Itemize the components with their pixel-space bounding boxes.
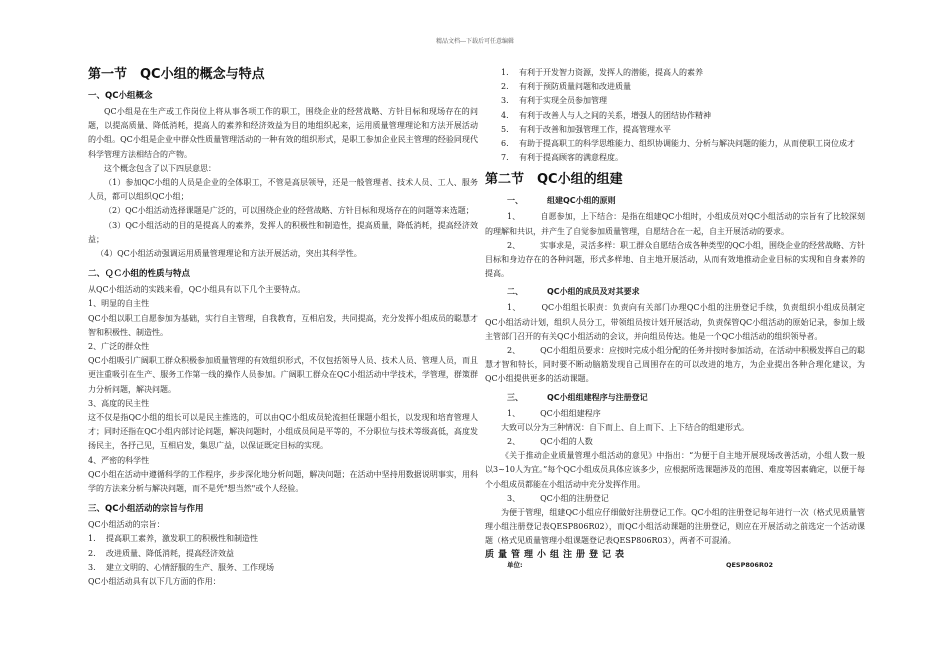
heading-number: 一、 xyxy=(507,196,523,206)
list-item xyxy=(501,137,865,151)
paragraph: 这不仅是指QC小组的组长可以是民主推选的，可以由QC小组成员轮流担任课题小组长，以发现和培育管理人才；同时还指在QC小组内部讨论问题，解决问题时，小组成员间是平等的，不分职位与技术等级高低，高度发扬民主，各抒己见，互相启发，集思广益，以保证既定目标的实现。 xyxy=(88,413,478,451)
paragraph: （2）QC小组活动选择课题是广泛的，可以围绕企业的经营战略、方针目标和现场存在的问题等来选题； xyxy=(104,206,474,216)
paragraph xyxy=(485,344,865,387)
paragraph: QC小组活动的宗旨： xyxy=(88,520,165,530)
paragraph: QC小组以职工自愿参加为基础，实行自主管理，自我教育，互相启发，共同提高，充分发挥小组成员的聪慧才智和积极性、制造性。 xyxy=(88,313,478,337)
list-text: 有利于改善人与人之间的关系，增强人的团结协作精神 xyxy=(519,110,711,120)
item-number: 1、 xyxy=(507,212,517,222)
paragraph: 从QC小组活动的实践来看，QC小组具有以下几个主要特点。 xyxy=(88,285,306,295)
list-item xyxy=(88,532,478,546)
form-code: QESP806R02 xyxy=(725,560,773,569)
heading-text: QC小组组建程序与注册登记 xyxy=(547,392,648,402)
list-item xyxy=(501,109,865,123)
list-number: 5. xyxy=(501,124,509,134)
paragraph: 大致可以分为三种情况：自下而上、自上而下、上下结合的组建形式。 xyxy=(501,422,749,432)
paragraph: （4）QC小组活动强调运用质量管理理论和方法开展活动，突出其科学性。 xyxy=(96,249,362,259)
item-number: 2、 xyxy=(507,437,517,447)
item-text: QC小组的人数 xyxy=(540,437,593,447)
subsection-heading: 三、QC小组活动的宗旨与作用 xyxy=(88,504,204,515)
list-item xyxy=(501,123,865,137)
list-number: 4. xyxy=(501,110,509,120)
paragraph: 《关于推动企业质量管理小组活动的意见》中指出：“为便于自主地开展现场改善活动，小组人数一般以3~10人为宜。”每个QC小组成员具体应该多少，应根据所选课题涉及的范围、难度等因素确定，以便于每个小组成员都能在小组活动中充分发挥作用。 xyxy=(485,451,865,489)
unit-label: 单位: xyxy=(507,560,523,569)
heading-number: 二、 xyxy=(507,287,523,297)
paragraph xyxy=(485,407,865,421)
list-text: 有利于开发智力资源，发挥人的潜能，提高人的素养 xyxy=(519,68,703,77)
list-text: 有利于提高顾客的满意程度。 xyxy=(519,153,623,163)
paragraph: 2、广泛的群众性 xyxy=(88,342,150,352)
item-number: 1、 xyxy=(507,408,517,418)
registration-form-title: 质量管理小组注册登记表 xyxy=(485,549,629,560)
list-item xyxy=(501,66,865,80)
item-text: 实事求是，灵活多样：职工群众自愿结合成各种类型的QC小组，围绕企业的经营战略、方针目标和身边存在的各种问题，形式多样地、自主地开展活动，从而有效地推动企业目标的实现和自身素养的提高。 xyxy=(485,240,865,279)
subsection-heading xyxy=(485,285,865,299)
paragraph: 为便于管理，组建QC小组应仔细做好注册登记工作。QC小组的注册登记每年进行一次（格式见质量管理小组注册登记表QESP806R02），而QC小组活动课题的注册登记，则应在开展活动之前选定一个活动课题（格式见质量管理小组课题登记表QESP806R03），两者不可混淆。 xyxy=(485,508,865,546)
item-text: 自愿参加，上下结合：是指在组建QC小组时，小组成员对QC小组活动的宗旨有了比较深刻的理解和共识，并产生了自觉参加质量管理，自愿结合在一起，自主开展活动的要求。 xyxy=(485,212,866,236)
subsection-heading xyxy=(485,194,865,208)
registration-form-header xyxy=(485,561,865,570)
paragraph: 4、严密的科学性 xyxy=(88,455,150,465)
paragraph xyxy=(485,492,865,506)
page-header: 精品文档---下载后可任意编辑 xyxy=(435,38,515,45)
item-text: QC小组的注册登记 xyxy=(540,493,609,503)
list-number: 2. xyxy=(88,548,96,558)
list-item xyxy=(501,151,865,165)
list-text: 有利于改善和加强管理工作，提高管理水平 xyxy=(519,124,671,134)
item-number: 2、 xyxy=(507,240,517,250)
left-column xyxy=(88,66,478,589)
subsection-heading: 一、QC小组概念 xyxy=(88,91,153,101)
list-item xyxy=(88,561,478,575)
list-number: 1. xyxy=(501,68,509,77)
list-item xyxy=(88,547,478,561)
list-number: 3. xyxy=(501,96,509,106)
heading-number: 三、 xyxy=(507,392,523,402)
list-text: 提高职工素养，激发职工的积极性和制造性 xyxy=(106,534,258,544)
paragraph: （1）参加QC小组的人员是企业的全体职工，不管是高层领导，还是一般管理者、技术人员、工人、服务人员，都可以组织QC小组； xyxy=(88,178,478,202)
paragraph: 这个概念包含了以下四层意思： xyxy=(104,163,216,173)
list-text: 有利于预防质量问题和改进质量 xyxy=(519,82,631,92)
paragraph: 1、明显的自主性 xyxy=(88,299,150,309)
paragraph: QC小组在活动中遵循科学的工作程序，步步深化地分析问题，解决问题；在活动中坚持用数据说明事实，用科学的方法来分析与解决问题，而不是凭"想当然"或个人经验。 xyxy=(88,469,478,494)
list-text: 建立文明的、心情舒服的生产、服务、工作现场 xyxy=(106,562,274,572)
item-text: QC小组组建程序 xyxy=(540,408,601,418)
effects-list xyxy=(485,66,865,165)
list-item xyxy=(501,80,865,94)
paragraph: QC小组吸引广阔职工群众积极参加质量管理的有效组织形式，不仅包括领导人员、技术人员、管理人员，而且更注重吸引在生产、服务工作第一线的操作人员参加。广阔职工群众在QC小组活动中学技术，学管理，群策群力分析问题，解决问题。 xyxy=(88,356,478,394)
list-number: 2. xyxy=(501,82,509,92)
paragraph: （3）QC小组活动的目的是提高人的素养，发挥人的积极性和制造性，提高质量，降低消耗，提高经济效益； xyxy=(88,220,478,244)
item-number: 2、 xyxy=(507,346,517,356)
list-number: 6. xyxy=(501,139,509,149)
item-number: 1、 xyxy=(507,303,517,313)
list-text: 有利于实现全员参加管理 xyxy=(519,96,607,106)
list-number: 1. xyxy=(88,534,96,544)
right-column xyxy=(485,66,865,570)
section-title: 第二节 QC小组的组建 xyxy=(485,172,623,188)
item-text: QC小组组长职责：负责向有关部门办理QC小组的注册登记手续，负责组织小组成员制定QC小组活动计划，组织人员分工，带领组员按计划开展活动，负责保管QC小组活动的原始记录，参加上级主管部门召开的有关QC小组活动的会议，并向组员传达。他是一个QC小组活动的组织领导者。 xyxy=(485,303,865,341)
item-text: QC小组组员要求：应按时完成小组分配的任务并按时参加活动，在活动中积极发挥自己的聪慧才智和特长，同时要不断动脑筋发现自己周围存在的可以改进的地方，为企业提出各种合理化建议，为QC小组提供更多的活动课题。 xyxy=(485,346,865,384)
list-item xyxy=(501,94,865,108)
s2-body xyxy=(88,283,478,496)
list-text: 有助于提高职工的科学思维能力、组织协调能力、分析与解决问题的能力，从而使职工岗位成才 xyxy=(519,139,855,149)
paragraph: 3、高度的民主性 xyxy=(88,398,150,408)
paragraph xyxy=(485,239,865,282)
paragraph: QC小组活动具有以下几方面的作用： xyxy=(88,577,221,587)
s1-body xyxy=(88,105,478,261)
subsection-heading xyxy=(485,391,865,405)
list-text: 改进质量、降低消耗，提高经济效益 xyxy=(106,548,234,558)
paragraph: QC小组是在生产或工作岗位上将从事各项工作的职工，围绕企业的经营战略、方针目标和现场存在的问题，以提高质量、降低消耗，提高人的素养和经济效益为目的地组织起来，运用质量管理理论和方法开展活动的小组。QC小组是企业中群众性质量管理活动的一种有效的组织形式，是职工参加企业民主管理的经验同现代科学管理方法相结合的产物。 xyxy=(88,107,478,159)
item-number: 3、 xyxy=(507,493,517,503)
heading-text: 组建QC小组的原则 xyxy=(547,196,616,206)
list-number: 7. xyxy=(501,153,509,163)
subsection-heading: 二、ＱＣ小组的性质与特点 xyxy=(88,269,191,280)
paragraph xyxy=(485,301,865,344)
heading-text: QC小组的成员及对其要求 xyxy=(547,287,640,297)
list-number: 3. xyxy=(88,562,96,572)
section-title: 第一节 QC小组的概念与特点 xyxy=(88,67,265,82)
paragraph xyxy=(485,210,865,238)
paragraph xyxy=(485,435,865,449)
